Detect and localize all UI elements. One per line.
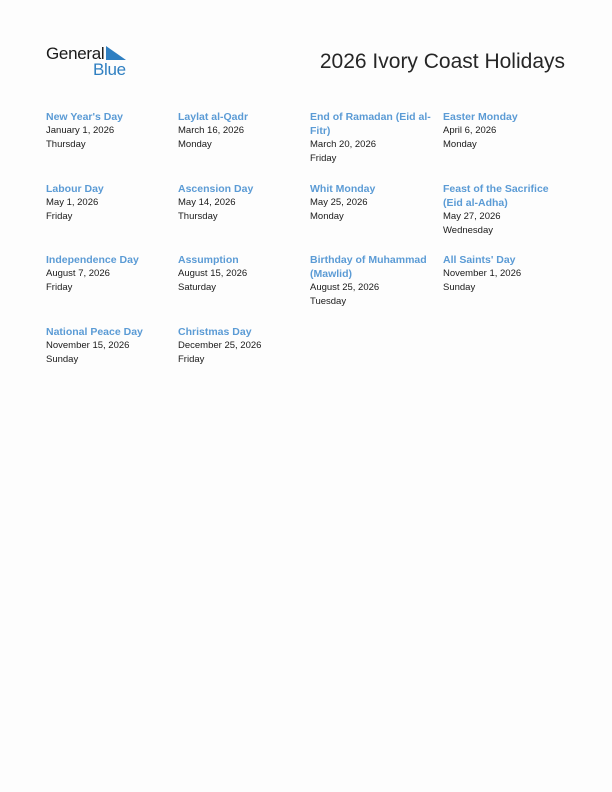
holiday-item <box>178 182 303 223</box>
holiday-name: Independence Day <box>46 254 139 266</box>
holiday-name: Whit Monday <box>310 183 376 195</box>
holiday-date: January 1, 2026 <box>46 125 115 136</box>
holiday-name: Ascension Day <box>178 183 254 195</box>
holiday-name: Easter Monday <box>443 111 518 123</box>
holiday-date: May 27, 2026 <box>443 211 501 222</box>
holiday-date: May 1, 2026 <box>46 197 99 208</box>
holiday-item <box>178 110 303 151</box>
holiday-weekday: Friday <box>46 281 73 293</box>
holiday-item <box>443 110 568 151</box>
holiday-item <box>46 325 171 366</box>
holiday-weekday: Friday <box>46 210 73 222</box>
page-title: 2026 Ivory Coast Holidays <box>319 50 565 73</box>
holiday-weekday: Saturday <box>178 281 217 293</box>
holiday-weekday: Sunday <box>46 353 79 365</box>
holiday-name: Labour Day <box>46 183 104 195</box>
holiday-date: May 14, 2026 <box>178 197 236 208</box>
holiday-item <box>310 253 435 308</box>
holiday-item <box>443 182 568 237</box>
holiday-item <box>310 110 435 165</box>
holiday-weekday: Monday <box>178 138 212 150</box>
holiday-name: New Year's Day <box>46 111 124 123</box>
holiday-date: March 16, 2026 <box>178 125 245 136</box>
logo <box>46 44 136 80</box>
holiday-item <box>46 110 171 151</box>
holiday-date: August 7, 2026 <box>46 268 110 279</box>
holiday-weekday: Sunday <box>443 281 476 293</box>
holiday-date: April 6, 2026 <box>443 125 497 136</box>
holiday-weekday: Tuesday <box>310 295 347 307</box>
holiday-item <box>443 253 568 294</box>
holiday-weekday: Monday <box>443 138 477 150</box>
holiday-item <box>46 253 171 294</box>
holiday-name: National Peace Day <box>46 326 143 338</box>
holiday-date: August 15, 2026 <box>178 268 248 279</box>
holiday-date: December 25, 2026 <box>178 340 262 351</box>
logo-triangle-icon <box>106 46 126 60</box>
logo-general-text: General <box>46 44 105 63</box>
holiday-name: Birthday of Muhammad (Mawlid) <box>310 254 427 280</box>
holiday-date: March 20, 2026 <box>310 139 377 150</box>
holiday-item <box>46 182 171 223</box>
holiday-date: November 1, 2026 <box>443 268 522 279</box>
holiday-item <box>178 325 303 366</box>
holiday-name: Feast of the Sacrifice (Eid al-Adha) <box>443 183 549 209</box>
holiday-weekday: Thursday <box>178 210 218 222</box>
holiday-weekday: Monday <box>310 210 344 222</box>
holiday-name: End of Ramadan (Eid al-Fitr) <box>310 111 431 137</box>
holiday-name: All Saints' Day <box>443 254 516 266</box>
holiday-date: August 25, 2026 <box>310 282 380 293</box>
holiday-item <box>310 182 435 223</box>
holiday-date: November 15, 2026 <box>46 340 130 351</box>
holiday-weekday: Friday <box>178 353 205 365</box>
holiday-name: Assumption <box>178 254 239 266</box>
holiday-weekday: Thursday <box>46 138 86 150</box>
logo-blue-text: Blue <box>93 60 126 79</box>
holiday-date: May 25, 2026 <box>310 197 368 208</box>
holiday-weekday: Wednesday <box>443 224 493 236</box>
holiday-item <box>178 253 303 294</box>
holiday-name: Christmas Day <box>178 326 252 338</box>
holiday-weekday: Friday <box>310 152 337 164</box>
holiday-name: Laylat al-Qadr <box>178 111 249 123</box>
